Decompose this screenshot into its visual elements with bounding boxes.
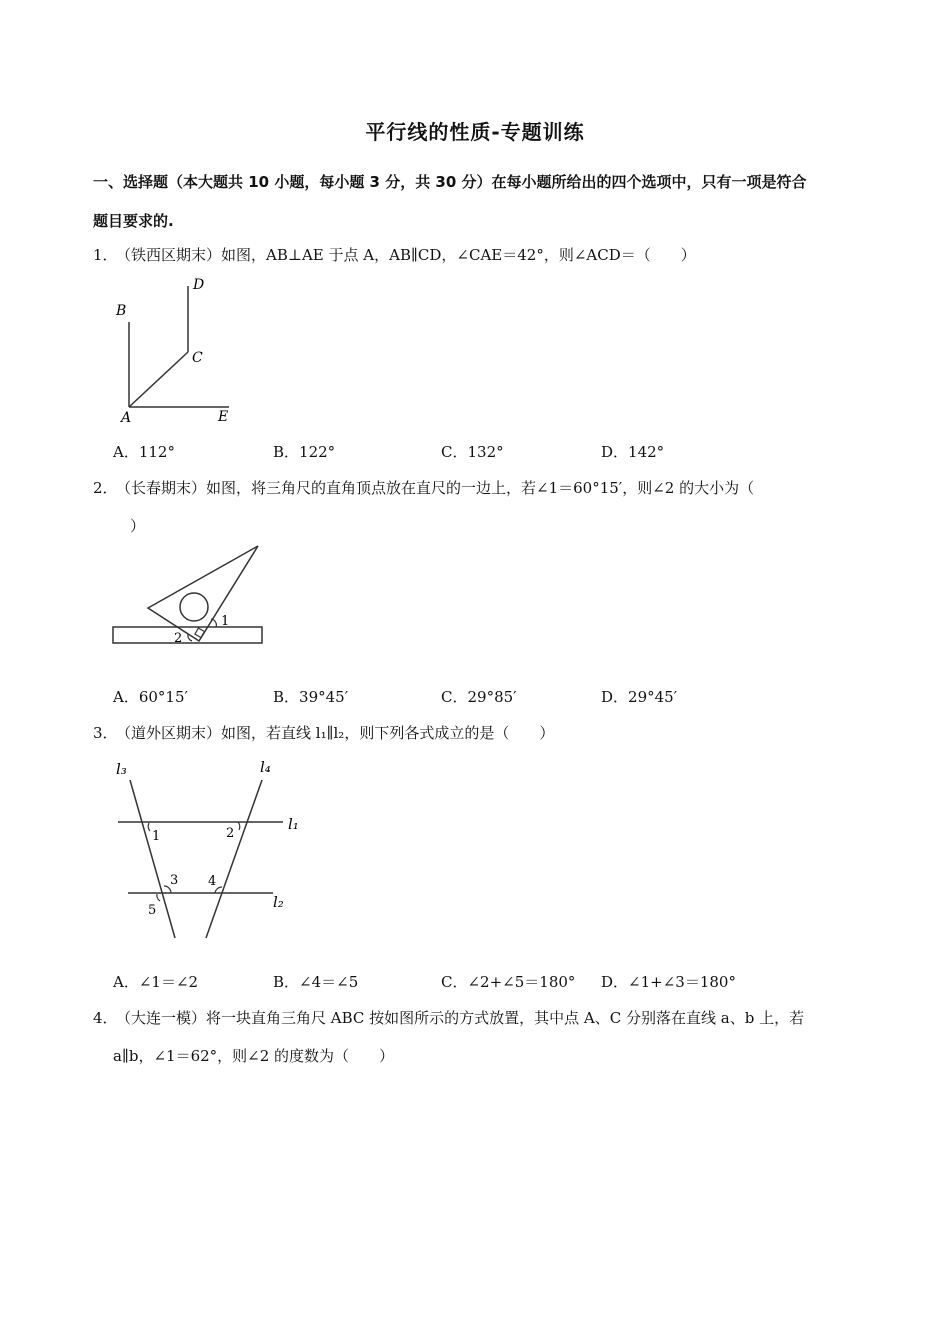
question-1-number: 1． — [93, 246, 118, 264]
angle-2-label: 2 — [226, 826, 235, 841]
angle-1-label: 1 — [152, 829, 161, 844]
question-1-option-b: B．122° — [273, 443, 336, 461]
question-3-option-b: B．∠4＝∠5 — [273, 973, 359, 991]
label-a: A — [121, 410, 132, 426]
question-2-text-cont: ） — [130, 517, 146, 535]
angle-2-arc — [238, 822, 240, 830]
section-heading-cont: 题目要求的. — [93, 212, 174, 230]
angle-1-label: 1 — [221, 614, 230, 629]
line-ac — [129, 352, 188, 407]
label-l1: l₁ — [288, 815, 299, 833]
question-4-number: 4． — [93, 1009, 118, 1027]
question-1-option-d: D．142° — [601, 443, 665, 461]
question-4-text-cont: a∥b，∠1＝62°，则∠2 的度数为（ ） — [113, 1047, 395, 1065]
label-e: E — [218, 409, 229, 425]
question-1-text: （铁西区期末）如图，AB⊥AE 于点 A，AB∥CD，∠CAE＝42°，则∠ACD＝（ ） — [116, 246, 696, 264]
angle-4-label: 4 — [208, 874, 217, 889]
line-l4 — [206, 780, 262, 938]
right-angle-mark — [195, 628, 205, 638]
question-1-option-c: C．132° — [441, 443, 504, 461]
question-3-option-a: A．∠1＝∠2 — [113, 973, 199, 991]
question-2-figure — [108, 538, 268, 653]
angle-1-arc — [148, 823, 150, 831]
label-d: D — [193, 277, 205, 293]
question-3-option-c: C．∠2+∠5＝180° — [441, 973, 576, 991]
angle-3-label: 3 — [170, 873, 179, 888]
label-l3: l₃ — [116, 760, 127, 778]
question-1-figure — [108, 270, 248, 430]
label-l4: l₄ — [260, 758, 271, 776]
label-l2: l₂ — [273, 893, 284, 911]
question-4-text: （大连一模）将一块直角三角尺 ABC 按如图所示的方式放置，其中点 A、C 分别落在直线 a、b 上，若 — [116, 1009, 805, 1027]
label-c: C — [192, 350, 203, 366]
triangle-hole — [180, 593, 208, 621]
question-3-option-d: D．∠1+∠3＝180° — [601, 973, 736, 991]
angle-5-label: 5 — [148, 903, 157, 918]
angle-2-label: 2 — [174, 631, 183, 646]
question-3-figure — [108, 752, 308, 947]
section-heading: 一、选择题（本大题共 10 小题，每小题 3 分，共 30 分）在每小题所给出的四个选项中，只有一项是符合 — [93, 173, 807, 191]
question-2-text: （长春期末）如图，将三角尺的直角顶点放在直尺的一边上，若∠1＝60°15′，则∠2 的大小为（ — [116, 479, 755, 497]
question-3-text: （道外区期末）如图，若直线 l₁∥l₂，则下列各式成立的是（ ） — [116, 724, 555, 742]
question-2-option-c: C．29°85′ — [441, 688, 517, 706]
angle-5-arc — [157, 894, 160, 901]
question-2-option-a: A．60°15′ — [113, 688, 188, 706]
page-title: 平行线的性质-专题训练 — [365, 120, 585, 144]
question-2-option-d: D．29°45′ — [601, 688, 678, 706]
question-3-number: 3． — [93, 724, 118, 742]
question-1-option-a: A．112° — [113, 443, 175, 461]
question-2-number: 2． — [93, 479, 118, 497]
label-b: B — [116, 303, 127, 319]
question-2-option-b: B．39°45′ — [273, 688, 349, 706]
